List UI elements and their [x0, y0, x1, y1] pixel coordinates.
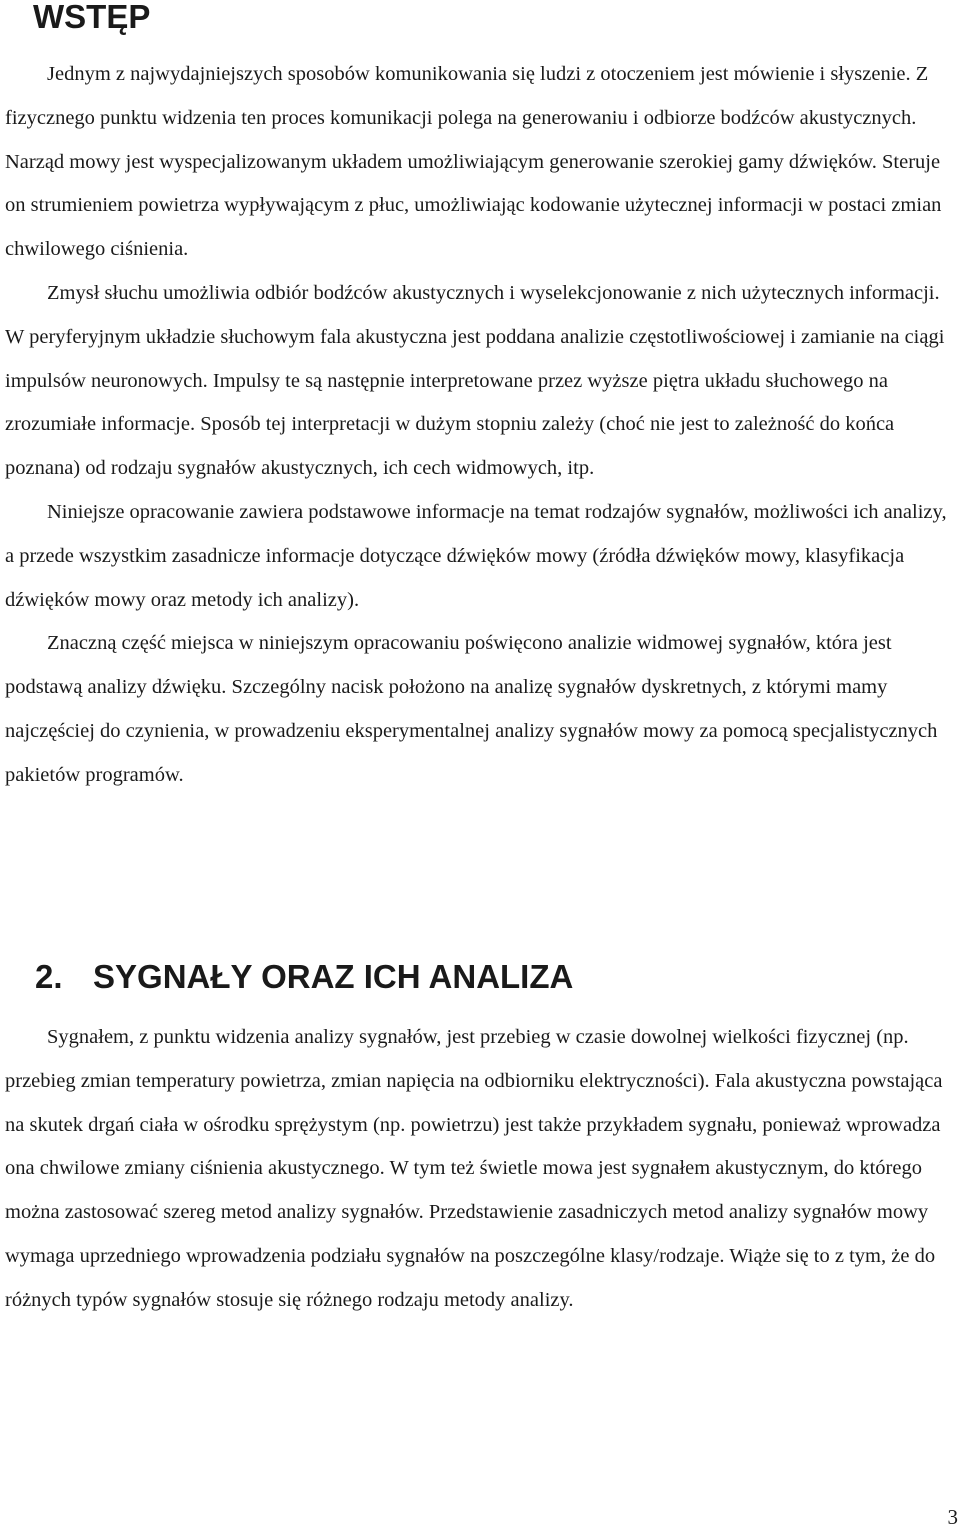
- paragraph: Jednym z najwydajniejszych sposobów komunikowania się ludzi z otoczeniem jest mówienie i słyszenie. Z fizycznego punktu widzenia ten proces komunikacji polega na generowaniu i odbiorze bodźców akustycznych. Narząd mowy jest wyspecjalizowanym układem umożliwiającym generowanie szerokiej gamy dźwięków. Steruje on strumieniem powietrza wypływającym z płuc, umożliwiając kodowanie użytecznej informacji w postaci zmian chwilowego ciśnienia.: [5, 63, 942, 261]
- paragraph: Sygnałem, z punktu widzenia analizy sygnałów, jest przebieg w czasie dowolnej wielkości fizycznej (np. przebieg zmian temperatury powietrza, zmian napięcia na odbiorniku elektryczności). Fala akustyczna powstająca na skutek drgań ciała w ośrodku sprężystym (np. powietrzu) jest także przykładem sygnału, ponieważ wprowadza ona chwilowe zmiany ciśnienia akustycznego. W tym też świetle mowa jest sygnałem akustycznym, do którego można zastosować szereg metod analizy sygnałów. Przedstawienie zasadniczych metod analizy sygnałów mowy wymaga uprzedniego wprowadzenia podziału sygnałów na poszczególne klasy/rodzaje. Wiąże się to z tym, że do różnych typów sygnałów stosuje się różnego rodzaju metody analizy.: [5, 1026, 943, 1311]
- section-1-number: [0, 0, 33, 36]
- paragraph: Niniejsze opracowanie zawiera podstawowe informacje na temat rodzajów sygnałów, możliwości ich analizy, a przede wszystkim zasadnicze informacje dotyczące dźwięków mowy (źródła dźwięków mowy, klasyfikacja dźwięków mowy oraz metody ich analizy).: [5, 500, 947, 611]
- section-2-body: [5, 1016, 957, 1323]
- section-2-heading: [0, 958, 573, 996]
- paragraph: Znaczną część miejsca w niniejszym opracowaniu poświęcono analizie widmowej sygnałów, która jest podstawą analizy dźwięku. Szczególny nacisk położono na analizę sygnałów dyskretnych, z którymi mamy najczęściej do czynienia, w prowadzeniu eksperymentalnej analizy sygnałów mowy za pomocą specjalistycznych pakietów programów.: [5, 632, 938, 786]
- section-2-title: SYGNAŁY ORAZ ICH ANALIZA: [93, 958, 574, 995]
- section-1-body: [5, 53, 957, 798]
- section-2-number: 2.: [35, 958, 63, 995]
- page-number: 3: [947, 1505, 958, 1529]
- section-1-title: WSTĘP: [33, 0, 151, 35]
- section-1-heading: [0, 0, 150, 36]
- paragraph: Zmysł słuchu umożliwia odbiór bodźców akustycznych i wyselekcjonowanie z nich użytecznych informacji. W peryferyjnym układzie słuchowym fala akustyczna jest poddana analizie częstotliwościowej i zamianie na ciągi impulsów neuronowych. Impulsy te są następnie interpretowane przez wyższe piętra układu słuchowego na zrozumiałe informacje. Sposób tej interpretacji w dużym stopniu zależy (choć nie jest to zależność do końca poznana) od rodzaju sygnałów akustycznych, ich cech widmowych, itp.: [5, 281, 945, 480]
